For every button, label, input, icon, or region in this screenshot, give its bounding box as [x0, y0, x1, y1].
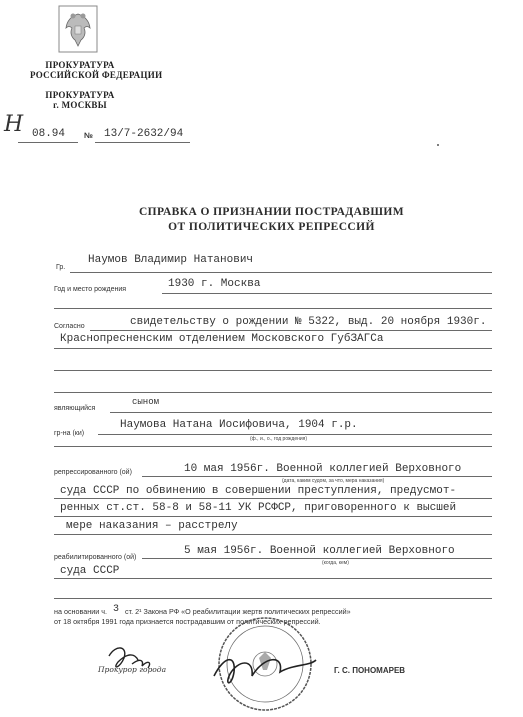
rehab-line2: суда СССР	[60, 565, 120, 577]
being-label: являющийся	[54, 405, 96, 412]
fio-hint: (ф., и., о., год рождения)	[250, 436, 308, 442]
according-label: Согласно	[54, 323, 85, 330]
birth-label: Год и место рождения	[54, 286, 127, 293]
document-title-line1: СПРАВКА О ПРИЗНАНИИ ПОСТРАДАВШИМ	[138, 206, 405, 218]
repressed-label: репрессированного (ой)	[54, 469, 132, 476]
signatory-name: Г. С. ПОНОМАРЕВ	[334, 666, 406, 675]
org2-line1: ПРОКУРАТУРА	[45, 90, 115, 100]
citizen-value: Наумов Владимир Натанович	[88, 254, 254, 266]
coat-of-arms-emblem	[57, 4, 99, 54]
date-handwritten-mark: Н	[4, 112, 24, 137]
org2-line2: г. МОСКВЫ	[53, 100, 107, 110]
org1-line1: ПРОКУРАТУРА	[45, 60, 115, 70]
repressed-hint: (дата, каким судом, за что, мера наказания)	[282, 478, 385, 484]
document-number: 13/7-2632/94	[104, 128, 184, 140]
repressed-line4: мере наказания – расстрелу	[66, 520, 238, 532]
according-value-line1: свидетельству о рождении № 5322, выд. 20 ноября 1930г.	[130, 316, 487, 328]
citizen-of-value: Наумова Натана Иосифовича, 1904 г.р.	[120, 419, 358, 431]
number-label: №	[84, 131, 93, 140]
org-name-1	[30, 60, 163, 80]
document-title-line2: ОТ ПОЛИТИЧЕСКИХ РЕПРЕССИЙ	[168, 221, 375, 233]
rehab-hint: (когда, кем)	[322, 560, 349, 566]
repressed-line2: суда СССР по обвинению в совершении преступления, предусмот-	[60, 485, 457, 497]
org-name-2	[30, 90, 130, 110]
citizen-label: Гр.	[56, 264, 66, 271]
rehab-line1: 5 мая 1956г. Военной коллегией Верховного	[184, 545, 455, 557]
scan-speck	[437, 144, 439, 146]
org1-line2: РОССИЙСКОЙ ФЕДЕРАЦИИ	[30, 70, 163, 80]
birth-value: 1930 г. Москва	[168, 278, 261, 290]
repressed-line1: 10 мая 1956г. Военной коллегией Верховного	[184, 463, 462, 475]
basis-part1: на основании ч.	[54, 607, 107, 616]
being-value: сыном	[132, 397, 160, 407]
according-value-line2: Краснопресненским отделением Московского ГубЗАГСа	[60, 333, 384, 345]
basis-part-num: 3	[113, 604, 120, 615]
signatory-title: Прокурор города	[98, 665, 167, 674]
rehab-label: реабилитированного (ой)	[54, 554, 137, 561]
document-date: 08.94	[32, 128, 66, 140]
basis-part2: ст. 2¹ Закона РФ «О реабилитации жертв политических репрессий»	[125, 607, 351, 616]
basis-line2: от 18 октября 1991 года признается пострадавшим от политических репрессий.	[54, 617, 321, 626]
repressed-line3: ренных ст.ст. 58-8 и 58-11 УК РСФСР, приговоренного к высшей	[60, 502, 457, 514]
citizen-of-label: гр-на (ки)	[54, 430, 85, 437]
